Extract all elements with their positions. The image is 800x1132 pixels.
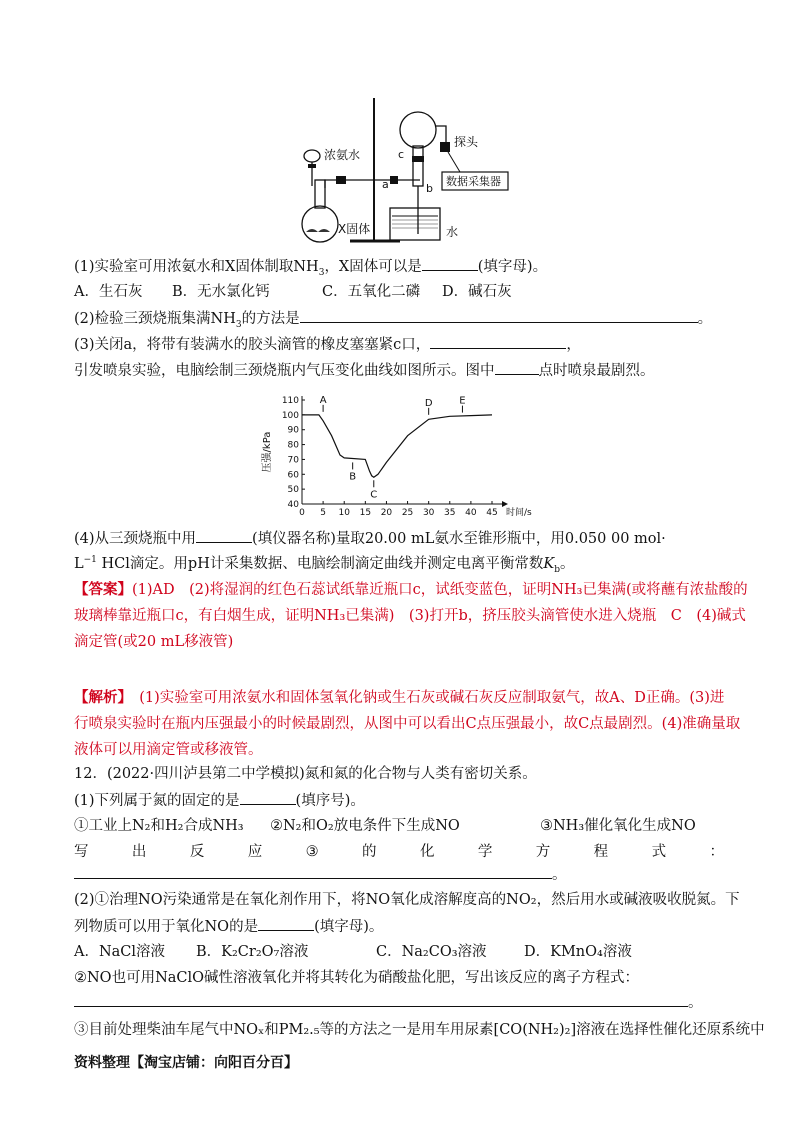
spread-char: 学 [477, 844, 493, 860]
q3-line2: 引发喷泉实验，电脑绘制三颈烧瓶内气压变化曲线如图所示。图中 点时喷泉最剧烈。 [74, 360, 655, 381]
q12-option-1: ①工业上N₂和H₂合成NH₃ [74, 818, 244, 834]
footer-source: 资料整理【淘宝店铺：向阳百分百】 [74, 1055, 298, 1071]
annotation-label: E [459, 395, 466, 407]
q3-answer-blank-1[interactable] [430, 334, 566, 349]
y-tick-label: 40 [287, 500, 299, 510]
spread-char: 程 [593, 844, 609, 860]
q12-p2-2-answer: 。 [74, 992, 703, 1013]
q12-p2-option-b: B．K₂Cr₂O₇溶液 [196, 944, 309, 960]
label-collector: 数据采集器 [446, 175, 501, 188]
analysis-line-2: 行喷泉实验时在瓶内压强最小的时候最剧烈，从图中可以看出C点压强最小，故C点最剧烈。(4)准确量取 [74, 716, 741, 732]
q12-p2-option-d: D．KMnO₄溶液 [524, 944, 632, 960]
spread-char: 方 [535, 844, 551, 860]
q4-line1: (4)从三颈烧瓶中用 (填仪器名称)量取20.00 mL氨水至锥形瓶中，用0.050 00 mol· [74, 528, 666, 549]
label-ammonia: 浓氨水 [324, 148, 361, 162]
label-a: a [382, 178, 389, 191]
x-axis-arrow [502, 501, 508, 507]
q12-option-2: ②N₂和O₂放电条件下生成NO [270, 818, 460, 834]
q12-title: 12．(2022·四川泸县第二中学模拟)氮和氮的化合物与人类有密切关系。 [74, 766, 537, 782]
answer-tag: 【答案】 [74, 581, 132, 598]
q3-line1: (3)关闭a，将带有装满水的胶头滴管的橡皮塞塞紧c口， ， [74, 334, 581, 355]
q12-p2-3: ③目前处理柴油车尾气中NOₓ和PM₂.₅等的方法之一是用车用尿素[CO(NH₂)₂]溶液在选择性催化还原系统中 [74, 1022, 765, 1038]
x-tick-label: 0 [299, 508, 305, 518]
x-axis-label: 时间/s [506, 508, 532, 518]
q12-p2-2: ②NO也可用NaClO碱性溶液氧化并将其转化为硝酸盐化肥，写出该反应的离子方程式： [74, 970, 640, 986]
q12-p2-option-c: C．Na₂CO₃溶液 [376, 944, 487, 960]
q1-options [74, 282, 512, 302]
y-tick-label: 70 [287, 455, 299, 466]
q1-answer-blank[interactable] [422, 256, 478, 271]
annotation-label: A [319, 394, 327, 406]
q12-equation-blank[interactable] [74, 864, 552, 879]
q12-p2-options [74, 942, 632, 962]
answer-line-1: 【答案】(1)AD (2)将湿润的红色石蕊试纸靠近瓶口c，试纸变蓝色，证明NH₃已集满(或将蘸有浓盐酸的 [74, 581, 748, 598]
q1-option-c: C．五氧化二磷 [322, 284, 421, 300]
pressure-chart [256, 392, 532, 522]
x-tick-label: 10 [338, 508, 350, 518]
y-tick-label: 100 [281, 410, 299, 421]
q1-stem: (1)实验室可用浓氨水和X固体制取$NH_3$，X固体可以是 (填字母)。 [74, 256, 547, 277]
q1-option-a: A．生石灰 [74, 284, 143, 300]
y-axis-label: 压强/kPa [262, 431, 273, 473]
q4-line2: $L^{-1}$ HCl滴定。用pH计采集数据、电脑绘制滴定曲线并测定电离平衡常数$K_b$。 [74, 555, 575, 575]
analysis-line-1: 【解析】 (1)实验室可用浓氨水和固体氢氧化钠或生石灰或碱石灰反应制取氨气，故A、D正确。(3)进 [74, 689, 725, 706]
q12-p2-line2: 列物质可以用于氧化NO的是 (填字母)。 [74, 916, 383, 937]
label-water: 水 [446, 225, 459, 239]
spread-char: 的 [362, 844, 377, 860]
q12-option-3: ③NH₃催化氧化生成NO [540, 818, 696, 834]
annotation-label: C [370, 489, 378, 501]
x-tick-label: 45 [486, 508, 498, 518]
y-tick-label: 60 [287, 470, 299, 481]
q12-p1-options [74, 816, 696, 836]
spread-char: ： [709, 844, 724, 860]
analysis-tag: 【解析】 [74, 689, 125, 706]
spread-char: 写 [74, 844, 89, 860]
q3-answer-blank-2[interactable] [495, 360, 539, 375]
annotation-label: B [349, 471, 357, 483]
q12-ionic-equation-blank[interactable] [74, 992, 688, 1007]
spread-char: ③ [305, 844, 319, 860]
q2-answer-blank[interactable] [300, 308, 698, 323]
q12-p2-line1: (2)①治理NO污染通常是在氧化剂作用下，将NO氧化成溶解度高的NO₂，然后用水或碱液吸收脱氮。下 [74, 892, 740, 908]
y-tick-label: 80 [287, 440, 299, 451]
q12-write-equation-prompt [74, 842, 724, 862]
x-tick-label: 35 [444, 508, 456, 518]
spread-char: 式 [651, 844, 667, 860]
label-x-solid: X固体 [338, 222, 371, 236]
spread-char: 化 [419, 844, 435, 860]
label-b: b [426, 182, 433, 195]
x-tick-label: 30 [422, 508, 435, 518]
q12-p1: (1)下列属于氮的固定的是 (填序号)。 [74, 790, 365, 811]
q2-stem: (2)检验三颈烧瓶集满$NH_3$的方法是 。 [74, 308, 712, 329]
q12-p1-blank[interactable] [240, 790, 296, 805]
answer-line-2: 玻璃棒靠近瓶口c，有白烟生成，证明NH₃已集满) (3)打开b，挤压胶头滴管使水进入烧瓶 C (4)碱式 [74, 608, 746, 624]
analysis-line-3: 液体可以用滴定管或移液管。 [74, 742, 263, 758]
answer-line-3: 滴定管(或20 mL移液管) [74, 634, 234, 650]
spread-char: 出 [131, 844, 147, 860]
pressure-curve [302, 415, 492, 477]
spread-char: 应 [247, 844, 263, 860]
q12-p2-blank[interactable] [258, 916, 314, 931]
apparatus-diagram [290, 96, 520, 246]
y-tick-label: 50 [287, 485, 299, 496]
x-tick-label: 5 [320, 508, 326, 518]
annotation-label: D [424, 397, 433, 409]
y-tick-label: 110 [281, 396, 299, 406]
y-tick-label: 90 [287, 425, 299, 436]
q1-option-d: D．碱石灰 [442, 284, 512, 300]
q12-p2-option-a: A．NaCl溶液 [74, 944, 166, 960]
q12-equation-line: 。 [74, 864, 567, 885]
x-tick-label: 15 [359, 508, 372, 518]
q4-answer-blank[interactable] [196, 528, 252, 543]
x-tick-label: 40 [465, 508, 477, 518]
label-c: c [398, 148, 405, 161]
x-tick-label: 25 [401, 508, 414, 518]
spread-char: 反 [189, 844, 205, 860]
x-tick-label: 20 [380, 508, 393, 518]
label-probe: 探头 [454, 135, 479, 149]
q1-option-b: B．无水氯化钙 [172, 284, 270, 300]
